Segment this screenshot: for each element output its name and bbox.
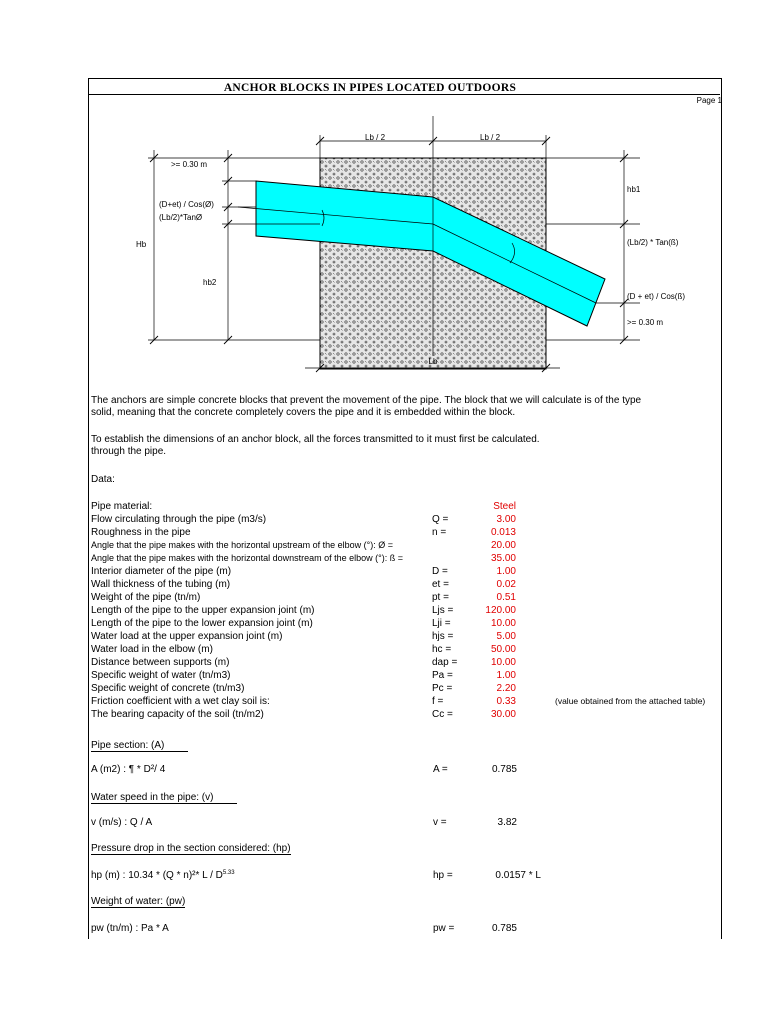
calc-hp-row [91, 870, 731, 883]
calc-pw-row [91, 923, 731, 936]
data-row [91, 656, 731, 669]
data-row-symbol: f = [432, 696, 444, 707]
section-pw-title: Weight of water: (pw) [91, 896, 186, 907]
data-row-symbol: hjs = [432, 631, 454, 642]
data-row [91, 578, 731, 591]
data-row [91, 500, 731, 513]
data-row-label: Length of the pipe to the upper expansion joint (m) [91, 605, 315, 616]
intro-line-2: solid, meaning that the concrete completely covers the pipe and it is embedded within the block. [91, 407, 516, 418]
data-row-value: 5.00 [496, 631, 516, 642]
label-hb1: hb1 [627, 185, 641, 194]
data-row-value: 0.02 [496, 579, 516, 590]
calc-v-symbol: v = [433, 817, 447, 828]
data-row-value: 3.00 [496, 514, 516, 525]
section-v-title: Water speed in the pipe: (v) [91, 792, 237, 804]
data-row-label: Angle that the pipe makes with the horizontal upstream of the elbow (°): Ø = [91, 540, 394, 550]
data-row-symbol: n = [432, 527, 447, 538]
section-hp-title: Pressure drop in the section considered: (hp) [91, 843, 291, 854]
calc-a-row [91, 764, 731, 777]
forces-line-1: To establish the dimensions of an anchor block, all the forces transmitted to it must first be calculated. [91, 434, 540, 445]
data-row-value: 35.00 [490, 553, 516, 564]
data-row-label: Water load at the upper expansion joint (m) [91, 631, 283, 642]
data-row-symbol: D = [432, 566, 448, 577]
data-row-symbol: Pa = [432, 670, 453, 681]
data-row-label: Specific weight of water (tn/m3) [91, 670, 231, 681]
data-row-label: Friction coefficient with a wet clay soil is: [91, 696, 270, 707]
data-row-value: 10.00 [490, 657, 516, 668]
calc-v-formula: v (m/s) : Q / A [91, 817, 153, 828]
label-min-top: >= 0.30 m [171, 160, 208, 169]
calc-a-symbol: A = [433, 764, 448, 775]
intro-line-1: The anchors are simple concrete blocks that prevent the movement of the pipe. The block that we will calculate is of the type [91, 395, 642, 406]
calc-hp-formula-text: hp (m) : 10.34 * (Q * n)²* L / D [91, 870, 223, 881]
calc-hp-formula [91, 870, 235, 881]
page-title: ANCHOR BLOCKS IN PIPES LOCATED OUTDOORS [223, 82, 517, 94]
data-row [91, 617, 731, 630]
calc-pw-value: 0.785 [491, 923, 517, 934]
data-row-label: Pipe material: [91, 501, 153, 512]
data-row [91, 565, 731, 578]
forces-paragraph [91, 434, 711, 458]
data-row-symbol: pt = [432, 592, 449, 603]
data-row-label: Length of the pipe to the lower expansion joint (m) [91, 618, 313, 629]
data-row-value: 1.00 [496, 670, 516, 681]
data-row-label: Specific weight of concrete (tn/m3) [91, 683, 245, 694]
calc-v-value: 3.82 [497, 817, 517, 828]
label-min-bottom: >= 0.30 m [627, 318, 664, 327]
calc-hp-symbol: hp = [433, 870, 453, 881]
data-row-symbol: Cc = [432, 709, 453, 720]
data-row-symbol: hc = [432, 644, 452, 655]
data-row [91, 539, 731, 552]
section-v-heading [91, 792, 237, 804]
data-row [91, 643, 731, 656]
data-row [91, 552, 731, 565]
data-row-value: 1.00 [496, 566, 516, 577]
anchor-block-diagram [0, 0, 768, 390]
data-row-symbol: Q = [432, 514, 449, 525]
data-row-value: 120.00 [485, 605, 516, 616]
data-row-symbol: Ljs = [432, 605, 454, 616]
data-row-value: 2.20 [496, 683, 516, 694]
section-hp-heading [91, 843, 291, 855]
section-a-heading [91, 740, 188, 752]
data-row-value: 0.013 [490, 527, 516, 538]
label-lb2-left: Lb / 2 [365, 133, 386, 142]
data-row-value: 0.51 [496, 592, 516, 603]
label-d-cos-phi: (D+et) / Cos(Ø) [159, 200, 214, 209]
data-row-label: Water load in the elbow (m) [91, 644, 213, 655]
label-lb: Lb [428, 357, 438, 366]
data-row-label: Angle that the pipe makes with the horizontal downstream of the elbow (°): ß = [91, 553, 404, 563]
data-row-note: (value obtained from the attached table) [555, 696, 706, 706]
label-lb2-right: Lb / 2 [480, 133, 501, 142]
data-row-symbol: dap = [432, 657, 458, 668]
forces-line-2: through the pipe. [91, 446, 167, 457]
intro-paragraph [91, 395, 711, 419]
calc-v-row [91, 817, 731, 830]
label-hb: Hb [136, 240, 147, 249]
data-row-label: Interior diameter of the pipe (m) [91, 566, 232, 577]
page-number: Page 1 [696, 96, 722, 105]
data-row-symbol: et = [432, 579, 449, 590]
calc-pw-symbol: pw = [433, 923, 455, 934]
data-row-symbol: Lji = [432, 618, 451, 629]
data-row [91, 604, 731, 617]
calc-hp-exponent: 5.33 [222, 870, 235, 876]
label-lb-tan-beta: (Lb/2) * Tan(ß) [627, 238, 679, 247]
label-d-cos-beta: (D + et) / Cos(ß) [627, 292, 686, 301]
calc-a-value: 0.785 [491, 764, 517, 775]
data-row-label: Flow circulating through the pipe (m3/s) [91, 514, 267, 525]
data-row-value: 0.33 [496, 696, 516, 707]
data-row [91, 682, 731, 695]
data-row-value: 10.00 [490, 618, 516, 629]
calc-a-formula: A (m2) : ¶ * D²/ 4 [91, 764, 166, 775]
data-row [91, 526, 731, 539]
data-row [91, 669, 731, 682]
data-row-label: The bearing capacity of the soil (tn/m2) [91, 709, 264, 720]
data-row-label: Weight of the pipe (tn/m) [91, 592, 201, 603]
data-row [91, 708, 731, 721]
data-row-label: Distance between supports (m) [91, 657, 230, 668]
section-a-title: Pipe section: (A) [91, 740, 188, 752]
data-row-value: 50.00 [490, 644, 516, 655]
data-heading: Data: [91, 474, 115, 485]
data-row [91, 513, 731, 526]
data-row-label: Wall thickness of the tubing (m) [91, 579, 231, 590]
data-row-value: 30.00 [490, 709, 516, 720]
calc-pw-formula: pw (tn/m) : Pa * A [91, 923, 169, 934]
data-row [91, 695, 731, 708]
data-row-label: Roughness in the pipe [91, 527, 191, 538]
label-lb-tan-phi: (Lb/2)*TanØ [159, 213, 203, 222]
data-row-value: Steel [493, 501, 516, 512]
data-row [91, 630, 731, 643]
data-row-symbol: Pc = [432, 683, 453, 694]
section-pw-heading [91, 896, 185, 908]
calc-hp-value: 0.0157 * L [495, 870, 541, 881]
data-row-value: 20.00 [490, 540, 516, 551]
data-row [91, 591, 731, 604]
label-hb2: hb2 [203, 278, 217, 287]
